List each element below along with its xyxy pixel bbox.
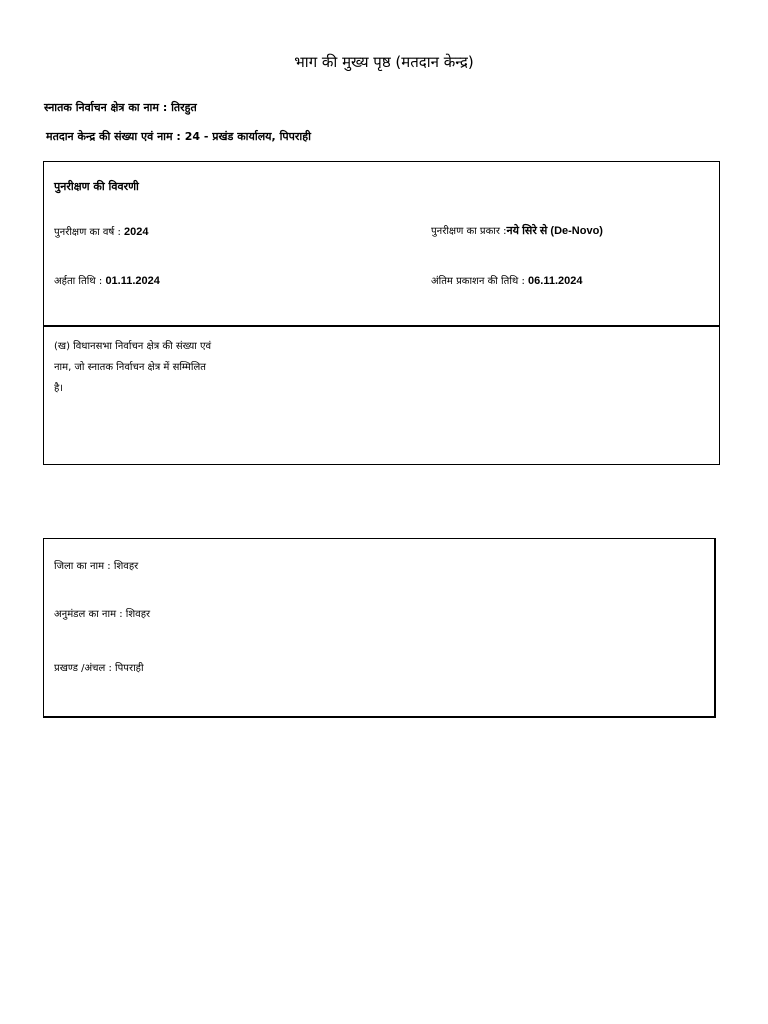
district-label: जिला का नाम : <box>54 561 111 572</box>
assembly-constituency-box <box>43 325 720 465</box>
final-publication-label: अंतिम प्रकाशन की तिथि : <box>431 276 525 287</box>
assembly-note-line-1: (ख) विधानसभा निर्वाचन क्षेत्र की संख्या एवं <box>54 341 212 352</box>
polling-station-label: मतदान केन्द्र की संख्या एवं नाम : <box>46 130 181 143</box>
revision-year-label: पुनरीक्षण का वर्ष : <box>54 227 121 238</box>
qualifying-date-value: 01.11.2024 <box>105 275 160 287</box>
revision-type-label: पुनरीक्षण का प्रकार : <box>431 226 507 237</box>
final-publication-value: 06.11.2024 <box>528 275 583 287</box>
qualifying-date-label: अर्हता तिथि : <box>54 276 103 287</box>
revision-details-box <box>43 161 720 327</box>
revision-year-value: 2024 <box>124 226 149 238</box>
assembly-note-line-2: नाम, जो स्नातक निर्वाचन क्षेत्र में सम्मिलित <box>54 362 206 373</box>
revision-type-value: नये सिरे से (De-Novo) <box>506 225 603 237</box>
subdivision-value: शिवहर <box>125 609 151 620</box>
constituency-value: तिरहुत <box>171 101 197 114</box>
location-box <box>43 538 716 718</box>
block-line <box>54 660 144 674</box>
subdivision-label: अनुमंडल का नाम : <box>54 609 123 620</box>
final-publication-date <box>431 273 583 287</box>
district-line <box>54 558 138 572</box>
constituency-line <box>44 100 197 115</box>
polling-station-line <box>46 129 311 144</box>
district-value: शिवहर <box>113 561 139 572</box>
block-value: पिपराही <box>115 663 144 674</box>
qualifying-date <box>54 273 160 287</box>
revision-heading: पुनरीक्षण की विवरणी <box>54 180 139 193</box>
revision-year <box>54 224 149 238</box>
polling-station-value: 24 - प्रखंड कार्यालय, पिपराही <box>184 130 311 143</box>
page-title: भाग की मुख्य पृष्ठ (मतदान केन्द्र) <box>294 53 474 71</box>
block-label: प्रखण्ड /अंचल : <box>54 663 112 674</box>
constituency-label: स्नातक निर्वाचन क्षेत्र का नाम : <box>44 101 168 114</box>
subdivision-line <box>54 606 150 620</box>
revision-type <box>431 223 603 238</box>
assembly-note-line-3: है। <box>54 383 64 394</box>
